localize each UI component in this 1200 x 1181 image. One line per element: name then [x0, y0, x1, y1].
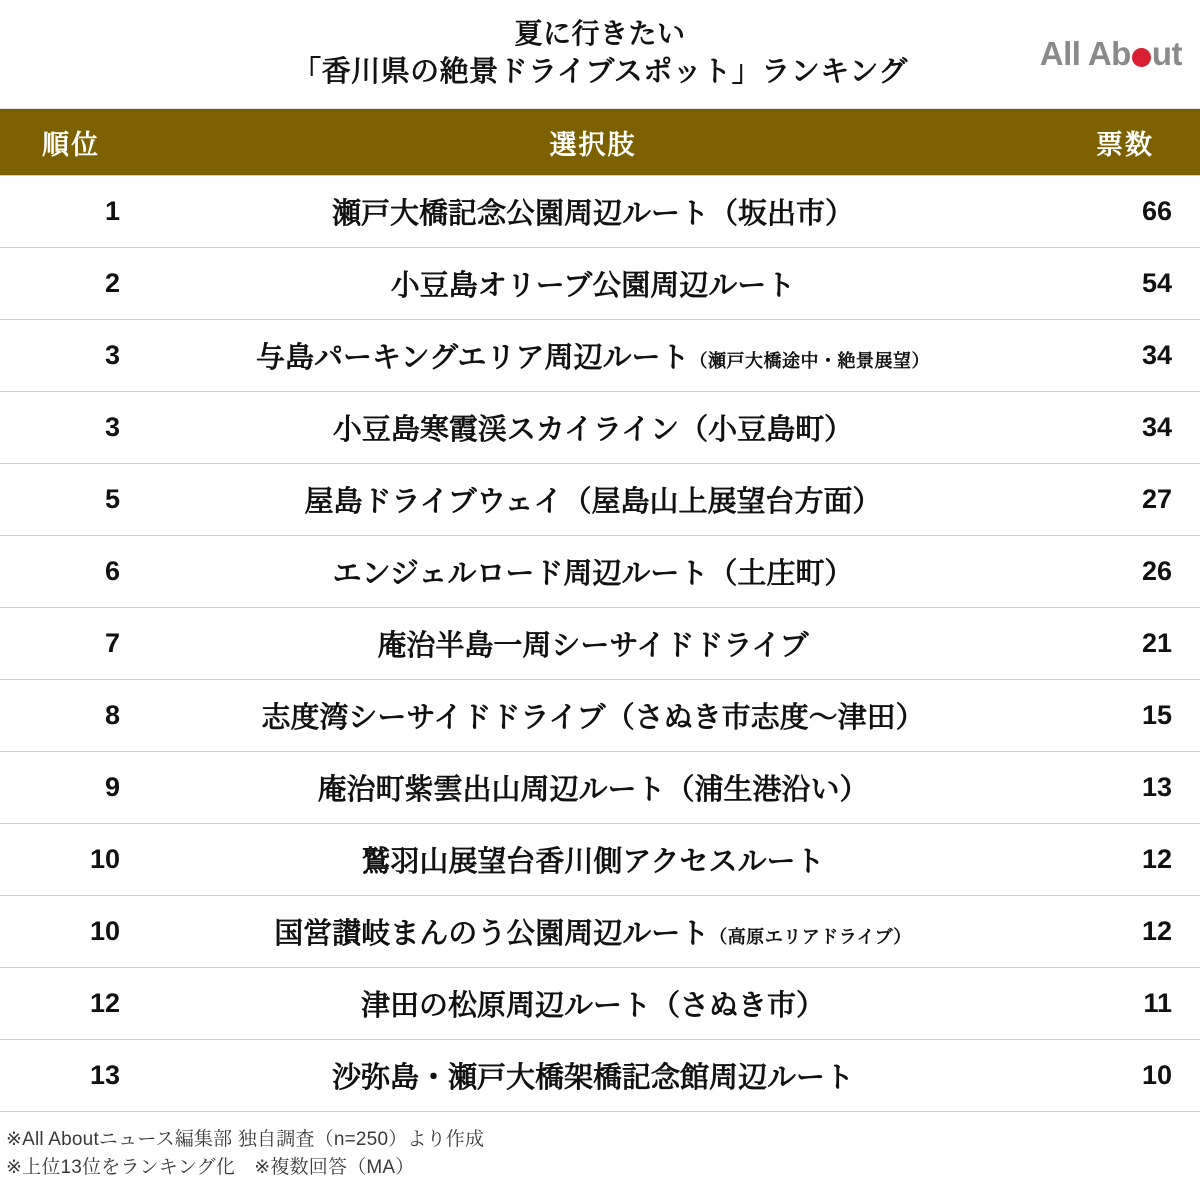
table-row	[0, 536, 1200, 608]
cell-choice	[142, 1040, 1044, 1112]
choice-main-text: 沙弥島・瀬戸大橋架橋記念館周辺ルート	[331, 1062, 854, 1094]
logo-text-before: All Ab	[1039, 35, 1131, 72]
cell-votes: 12	[1044, 824, 1200, 896]
choice-main-text: 瀬戸大橋記念公園周辺ルート（坂出市）	[331, 198, 854, 230]
cell-rank: 10	[0, 896, 142, 968]
footnotes	[0, 1112, 1200, 1181]
title-line-1: 夏に行きたい	[514, 18, 686, 50]
cell-rank: 12	[0, 968, 142, 1040]
cell-choice	[142, 752, 1044, 824]
choice-main-text: 国営讃岐まんのう公園周辺ルート	[274, 918, 710, 950]
header	[0, 0, 1200, 109]
cell-rank: 10	[0, 824, 142, 896]
cell-choice	[142, 392, 1044, 464]
logo-dot-icon	[1132, 48, 1151, 67]
table-row	[0, 392, 1200, 464]
choice-main-text: エンジェルロード周辺ルート（土庄町）	[332, 558, 854, 590]
cell-rank: 3	[0, 392, 142, 464]
cell-rank: 1	[0, 176, 142, 248]
cell-rank: 13	[0, 1040, 142, 1112]
logo-text-after: ut	[1151, 35, 1182, 72]
cell-choice	[142, 968, 1044, 1040]
cell-rank: 7	[0, 608, 142, 680]
choice-main-text: 与島パーキングエリア周辺ルート	[255, 342, 690, 374]
choice-note-text: （高原エリアドライブ）	[709, 927, 912, 947]
footnote-method: ※上位13位をランキング化 ※複数回答（MA）	[6, 1156, 415, 1178]
table-row	[0, 176, 1200, 248]
allabout-logo	[1002, 32, 1182, 76]
cell-rank: 8	[0, 680, 142, 752]
cell-votes: 12	[1044, 896, 1200, 968]
table-row	[0, 320, 1200, 392]
table-header-row	[0, 109, 1200, 176]
cell-rank: 2	[0, 248, 142, 320]
table-row	[0, 1040, 1200, 1112]
table-row	[0, 752, 1200, 824]
table-header	[0, 109, 1200, 176]
column-header-rank: 順位	[0, 109, 142, 176]
table-row	[0, 608, 1200, 680]
cell-choice	[142, 536, 1044, 608]
cell-choice	[142, 896, 1044, 968]
cell-votes: 15	[1044, 680, 1200, 752]
cell-votes: 66	[1044, 176, 1200, 248]
table-body	[0, 176, 1200, 1112]
cell-rank: 9	[0, 752, 142, 824]
cell-choice	[142, 608, 1044, 680]
cell-votes: 34	[1044, 320, 1200, 392]
column-header-votes: 票数	[1044, 109, 1200, 176]
table-row	[0, 968, 1200, 1040]
cell-choice	[142, 824, 1044, 896]
cell-rank: 6	[0, 536, 142, 608]
cell-choice	[142, 680, 1044, 752]
choice-main-text: 津田の松原周辺ルート（さぬき市）	[360, 990, 825, 1022]
choice-main-text: 小豆島オリーブ公園周辺ルート	[390, 270, 796, 302]
cell-votes: 26	[1044, 536, 1200, 608]
cell-votes: 10	[1044, 1040, 1200, 1112]
choice-main-text: 庵治町紫雲出山周辺ルート（浦生港沿い）	[317, 774, 869, 806]
cell-votes: 13	[1044, 752, 1200, 824]
cell-votes: 27	[1044, 464, 1200, 536]
choice-main-text: 小豆島寒霞渓スカイライン（小豆島町）	[332, 414, 854, 446]
cell-rank: 5	[0, 464, 142, 536]
cell-votes: 54	[1044, 248, 1200, 320]
cell-rank: 3	[0, 320, 142, 392]
footnote-source: ※All Aboutニュース編集部 独自調査（n=250）より作成	[6, 1129, 485, 1150]
cell-choice	[142, 176, 1044, 248]
choice-main-text: 鷲羽山展望台香川側アクセスルート	[361, 846, 825, 878]
table-row	[0, 248, 1200, 320]
table-row	[0, 896, 1200, 968]
choice-main-text: 庵治半島一周シーサイドドライブ	[377, 630, 809, 662]
cell-votes: 21	[1044, 608, 1200, 680]
choice-main-text: 志度湾シーサイドドライブ（さぬき市志度～津田）	[261, 702, 925, 734]
cell-choice	[142, 248, 1044, 320]
ranking-table	[0, 109, 1200, 1112]
table-row	[0, 464, 1200, 536]
cell-choice	[142, 464, 1044, 536]
table-row	[0, 680, 1200, 752]
column-header-choice: 選択肢	[142, 109, 1044, 176]
page-title	[292, 16, 908, 91]
choice-note-text: （瀬戸大橋途中・絶景展望）	[689, 351, 931, 371]
cell-votes: 34	[1044, 392, 1200, 464]
cell-choice	[142, 320, 1044, 392]
table-row	[0, 824, 1200, 896]
cell-votes: 11	[1044, 968, 1200, 1040]
choice-main-text: 屋島ドライブウェイ（屋島山上展望台方面）	[304, 486, 882, 518]
title-line-2: 「香川県の絶景ドライブスポット」ランキング	[292, 56, 908, 89]
